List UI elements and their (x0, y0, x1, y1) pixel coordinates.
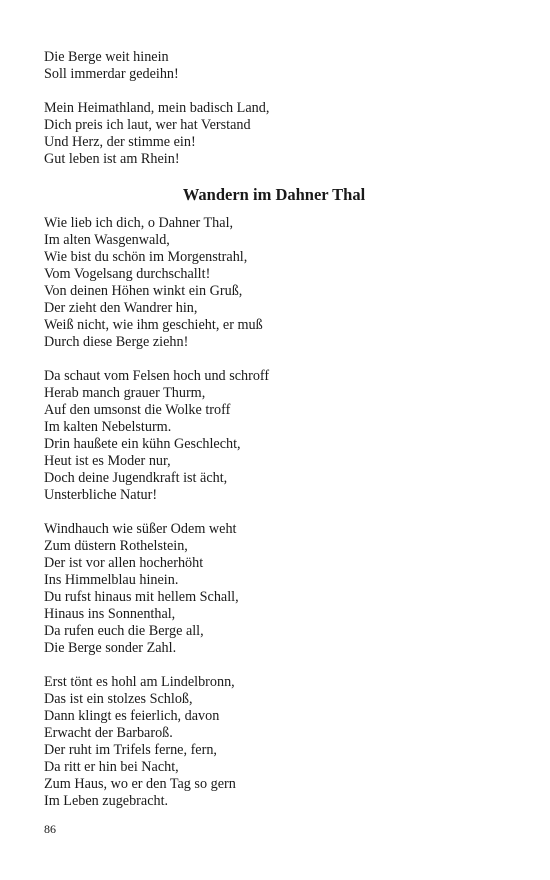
verse-line: Von deinen Höhen winkt ein Gruß, (44, 283, 243, 299)
verse-line: Doch deine Jugendkraft ist ächt, (44, 470, 228, 486)
verse-line: Der ist vor allen hocherhöht (44, 555, 204, 571)
verse-line: Vom Vogelsang durchschallt! (44, 266, 211, 282)
verse-line: Soll immerdar gedeihn! (44, 66, 179, 82)
verse-line: Herab manch grauer Thurm, (44, 385, 206, 401)
verse-line: Ins Himmelblau hinein. (44, 572, 179, 588)
verse-line: Wie lieb ich dich, o Dahner Thal, (44, 215, 234, 231)
verse-line: Der ruht im Trifels ferne, fern, (44, 742, 217, 758)
verse-line: Gut leben ist am Rhein! (44, 151, 180, 167)
verse-line: Die Berge weit hinein (44, 49, 169, 65)
verse-line: Durch diese Berge ziehn! (44, 334, 189, 350)
verse-line: Der zieht den Wandrer hin, (44, 300, 198, 316)
verse-line: Im Leben zugebracht. (44, 793, 169, 809)
verse-line: Drin haußete ein kühn Geschlecht, (44, 436, 241, 452)
verse-line: Da ritt er hin bei Nacht, (44, 759, 179, 775)
verse-line: Dich preis ich laut, wer hat Verstand (44, 117, 251, 133)
poem-stanza-2 (44, 368, 504, 504)
previous-poem-stanza-2 (44, 100, 504, 168)
verse-line: Mein Heimathland, mein badisch Land, (44, 100, 270, 116)
poem-stanza-4 (44, 674, 504, 810)
poem-stanza-1 (44, 215, 504, 351)
verse-line: Du rufst hinaus mit hellem Schall, (44, 589, 239, 605)
verse-line: Da schaut vom Felsen hoch und schroff (44, 368, 270, 384)
verse-line: Im alten Wasgenwald, (44, 232, 170, 248)
verse-line: Im kalten Nebelsturm. (44, 419, 172, 435)
verse-line: Windhauch wie süßer Odem weht (44, 521, 237, 537)
verse-line: Wie bist du schön im Morgenstrahl, (44, 249, 248, 265)
previous-poem-stanza-1 (44, 49, 504, 83)
verse-line: Unsterbliche Natur! (44, 487, 158, 503)
page-content (44, 49, 504, 827)
verse-line: Zum Haus, wo er den Tag so gern (44, 776, 236, 792)
verse-line: Hinaus ins Sonnenthal, (44, 606, 176, 622)
page-number: 86 (44, 822, 56, 836)
verse-line: Weiß nicht, wie ihm geschieht, er muß (44, 317, 263, 333)
poem-stanza-3 (44, 521, 504, 657)
verse-line: Heut ist es Moder nur, (44, 453, 171, 469)
verse-line: Die Berge sonder Zahl. (44, 640, 177, 656)
verse-line: Zum düstern Rothelstein, (44, 538, 188, 554)
verse-line: Erst tönt es hohl am Lindelbronn, (44, 674, 235, 690)
verse-line: Dann klingt es feierlich, davon (44, 708, 220, 724)
verse-line: Da rufen euch die Berge all, (44, 623, 204, 639)
verse-line: Auf den umsonst die Wolke troff (44, 402, 231, 418)
poem-title: Wandern im Dahner Thal (182, 185, 366, 204)
verse-line: Das ist ein stolzes Schloß, (44, 691, 193, 707)
verse-line: Und Herz, der stimme ein! (44, 134, 196, 150)
verse-line: Erwacht der Barbaroß. (44, 725, 173, 741)
